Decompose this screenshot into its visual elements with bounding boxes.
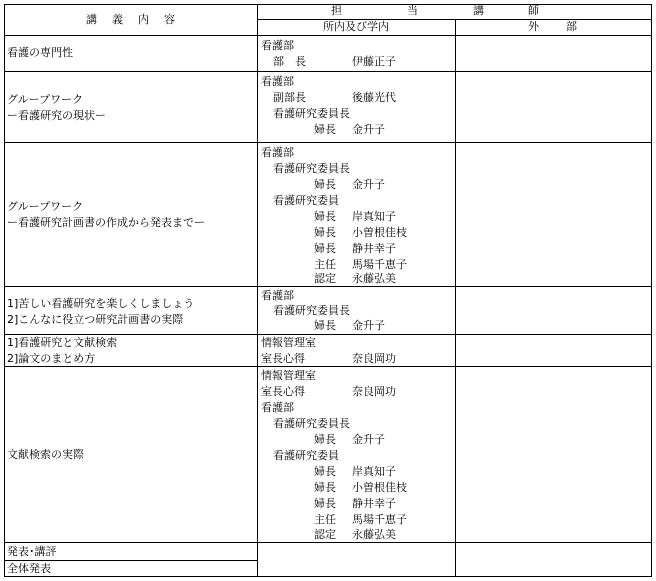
row3-lecturer-4: 看護研究委員: [273, 194, 339, 207]
footer-overall: 全体発表: [7, 562, 51, 575]
row2-content-line1: グループワーク: [7, 93, 84, 106]
row2-lecturer-2-role: 副部長: [273, 91, 306, 104]
row3-content-line2: ー看護研究計画書の作成から発表までー: [7, 216, 205, 229]
row4-lecturer-3-role: 婦長: [314, 319, 336, 332]
row2-lecturer-3: 看護研究委員長: [273, 107, 350, 120]
table-border-right: [651, 4, 652, 577]
row5-lecturer-2-role: 室長心得: [261, 352, 305, 365]
header-bottom-line: [4, 35, 652, 36]
header-content-char-4: 容: [164, 13, 175, 26]
row2-content-line2: ー看護研究の現状ー: [7, 109, 106, 122]
row2-lecturer-4-role: 婦長: [314, 123, 336, 136]
header-subdivider: [257, 19, 652, 20]
row6-lecturer-10-role: 主任: [314, 513, 336, 526]
row4-content-line1: 1]苦しい看護研究を楽しくしましょう: [7, 297, 195, 310]
row3-lecturer-2: 看護研究委員長: [273, 162, 350, 175]
column-divider-content: [257, 4, 258, 577]
row4-lecturer-2: 看護研究委員長: [273, 304, 350, 317]
row-divider-2: [4, 142, 652, 143]
row6-lecturer-6: 看護研究委員: [273, 449, 339, 462]
row3-lecturer-6-name: 小曽根佳枝: [352, 226, 407, 239]
header-lecturer-char-4: 師: [528, 4, 539, 17]
row6-lecturer-1: 情報管理室: [261, 369, 316, 382]
header-content-char-3: 内: [138, 13, 149, 26]
row3-lecturer-3-role: 婦長: [314, 178, 336, 191]
row6-lecturer-11-name: 永藤弘美: [352, 528, 396, 541]
row3-lecturer-6-role: 婦長: [314, 226, 336, 239]
row2-lecturer-1: 看護部: [261, 75, 294, 88]
header-external-char-1: 外: [528, 20, 539, 33]
row6-lecturer-10-name: 馬場千恵子: [352, 513, 407, 526]
row4-lecturer-1: 看護部: [261, 289, 294, 302]
row1-lecturer-role: 部 長: [273, 55, 306, 68]
row-divider-1: [4, 71, 652, 72]
row6-lecturer-4: 看護研究委員長: [273, 417, 350, 430]
header-lecturer-char-1: 担: [331, 4, 342, 17]
row6-lecturer-9-name: 静井幸子: [352, 497, 396, 510]
row3-lecturer-5-role: 婦長: [314, 210, 336, 223]
row6-lecturer-8-role: 婦長: [314, 481, 336, 494]
table-border-left: [4, 4, 5, 577]
row6-lecturer-9-role: 婦長: [314, 497, 336, 510]
row3-lecturer-1: 看護部: [261, 146, 294, 159]
row2-lecturer-4-name: 金升子: [352, 123, 385, 136]
row6-lecturer-7-role: 婦長: [314, 465, 336, 478]
table-border-bottom: [4, 576, 652, 577]
row3-lecturer-9-role: 認定: [314, 272, 336, 285]
row3-lecturer-5-name: 岸真知子: [352, 210, 396, 223]
row1-lecturer-dept: 看護部: [261, 39, 294, 52]
row5-lecturer-1: 情報管理室: [261, 336, 316, 349]
header-lecturer-char-3: 講: [473, 4, 484, 17]
header-lecturer-char-2: 当: [407, 4, 418, 17]
row6-lecturer-2-name: 奈良岡功: [352, 385, 396, 398]
row5-content-line1: 1]看護研究と文献検索: [7, 336, 118, 349]
row3-content-line1: グループワーク: [7, 200, 84, 213]
row6-lecturer-3: 看護部: [261, 401, 294, 414]
row3-lecturer-7-role: 婦長: [314, 242, 336, 255]
row2-lecturer-2-name: 後藤光代: [352, 91, 396, 104]
row5-lecturer-2-name: 奈良岡功: [352, 352, 396, 365]
header-internal: 所内及び学内: [323, 20, 389, 33]
row4-lecturer-3-name: 金升子: [352, 319, 385, 332]
row-divider-5: [4, 366, 652, 367]
row6-lecturer-11-role: 認定: [314, 528, 336, 541]
row6-lecturer-8-name: 小曽根佳枝: [352, 481, 407, 494]
row6-lecturer-2-role: 室長心得: [261, 385, 305, 398]
row3-lecturer-9-name: 永藤弘美: [352, 272, 396, 285]
row6-lecturer-5-name: 金升子: [352, 433, 385, 446]
row3-lecturer-3-name: 金升子: [352, 178, 385, 191]
header-content-char-1: 講: [86, 13, 97, 26]
row1-lecturer-name: 伊藤正子: [352, 55, 396, 68]
row6-lecturer-5-role: 婦長: [314, 433, 336, 446]
row3-lecturer-7-name: 静井幸子: [352, 242, 396, 255]
row1-content-line1: 看護の専門性: [7, 46, 73, 59]
row3-lecturer-8-role: 主任: [314, 258, 336, 271]
row6-content-line1: 文献検索の実際: [7, 448, 84, 461]
header-content-char-2: 義: [112, 13, 123, 26]
row4-content-line2: 2]こんなに役立つ研究計画書の実際: [7, 313, 184, 326]
table-border-top: [4, 4, 652, 5]
footer-presentation: 発表･講評: [7, 545, 57, 558]
row6-lecturer-7-name: 岸真知子: [352, 465, 396, 478]
column-divider-internal-external: [455, 19, 456, 577]
row5-content-line2: 2]論文のまとめ方: [7, 352, 96, 365]
row3-lecturer-8-name: 馬場千恵子: [352, 258, 407, 271]
header-external-char-2: 部: [566, 20, 577, 33]
